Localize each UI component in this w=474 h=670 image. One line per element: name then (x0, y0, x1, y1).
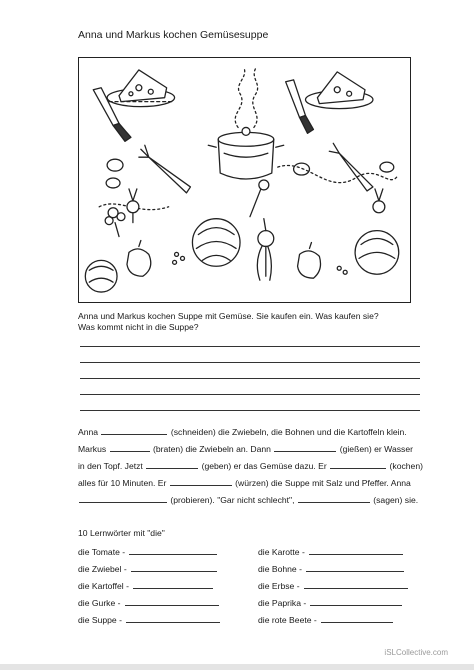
vocab-blank[interactable] (306, 563, 404, 572)
vocab-item: die Tomate - (78, 546, 218, 557)
vocab-blank[interactable] (309, 546, 403, 555)
beet-icon (257, 219, 273, 280)
answer-line[interactable] (80, 378, 420, 379)
answer-line[interactable] (80, 394, 420, 395)
vocab-blank[interactable] (129, 546, 217, 555)
vocab-item: die Gurke - (78, 597, 220, 608)
vocab-blank[interactable] (126, 614, 220, 623)
vocab-item: die rote Beete - (258, 614, 394, 625)
gap-blank[interactable] (146, 460, 198, 469)
vocab-item: die Karotte - (258, 546, 404, 557)
vocab-item: die Suppe - (78, 614, 221, 625)
vocab-blank[interactable] (304, 580, 408, 589)
cooking-pot-icon (208, 127, 283, 179)
cheese-plate-icon-2 (306, 72, 373, 109)
footer-watermark: iSLCollective.com (384, 648, 448, 657)
vocab-item: die Erbse - (258, 580, 409, 591)
cloze-line-2: Markus (braten) die Zwiebeln an. Dann (gießen) er Wasser (78, 444, 413, 454)
gap-blank[interactable] (298, 494, 370, 503)
vocab-item: die Kartoffel - (78, 580, 214, 591)
carrot-icon (139, 145, 191, 193)
vocab-item: die Bohne - (258, 563, 405, 574)
pepper-icon-2 (298, 242, 321, 278)
cabbage-icon-2 (355, 231, 399, 275)
vocab-blank[interactable] (321, 614, 393, 623)
cloze-line-1: Anna (schneiden) die Zwiebeln, die Bohnen und die Kartoffeln klein. (78, 427, 407, 437)
gap-blank[interactable] (274, 443, 336, 452)
cabbage-icon (192, 219, 240, 267)
cloze-line-3: in den Topf. Jetzt (geben) er das Gemüse dazu. Er (kochen) (78, 461, 423, 471)
task-instructions (78, 311, 379, 333)
gap-blank[interactable] (330, 460, 386, 469)
gap-blank[interactable] (101, 426, 167, 435)
spoon-icon (250, 180, 269, 217)
vocab-blank[interactable] (133, 580, 213, 589)
vocab-item: die Paprika - (258, 597, 403, 608)
page-title: Anna und Markus kochen Gemüsesuppe (78, 29, 269, 41)
instruction-line-2: Was kommt nicht in die Suppe? (78, 322, 199, 332)
carrot-icon-2 (329, 143, 373, 191)
cooking-illustration (78, 57, 411, 303)
answer-line[interactable] (80, 410, 420, 411)
herb-icon (105, 208, 125, 237)
gap-blank[interactable] (79, 494, 167, 503)
vocab-blank[interactable] (310, 597, 402, 606)
pepper-icon (127, 241, 151, 277)
cabbage-icon-3 (85, 260, 117, 292)
vocab-item: die Zwiebel - (78, 563, 218, 574)
instruction-line-1: Anna und Markus kochen Suppe mit Gemüse. Sie kaufen ein. Was kaufen sie? (78, 311, 379, 321)
cloze-line-5: (probieren). "Gar nicht schlecht", (sagen) sie. (78, 494, 418, 505)
vocabulary-title: 10 Lernwörter mit "die" (78, 528, 165, 538)
gap-blank[interactable] (170, 477, 232, 486)
cheese-plate-icon (107, 70, 174, 107)
gap-blank[interactable] (110, 443, 150, 452)
knife-icon-2 (286, 80, 314, 134)
cloze-line-4: alles für 10 Minuten. Er (würzen) die Suppe mit Salz und Pfeffer. Anna (78, 478, 411, 488)
vocab-blank[interactable] (131, 563, 217, 572)
answer-line[interactable] (80, 362, 420, 363)
vocab-blank[interactable] (125, 597, 219, 606)
potato-icon (107, 159, 123, 171)
radish-icon-2 (373, 189, 385, 213)
footer-bar (0, 664, 474, 670)
radish-icon (127, 189, 139, 223)
answer-line[interactable] (80, 346, 420, 347)
